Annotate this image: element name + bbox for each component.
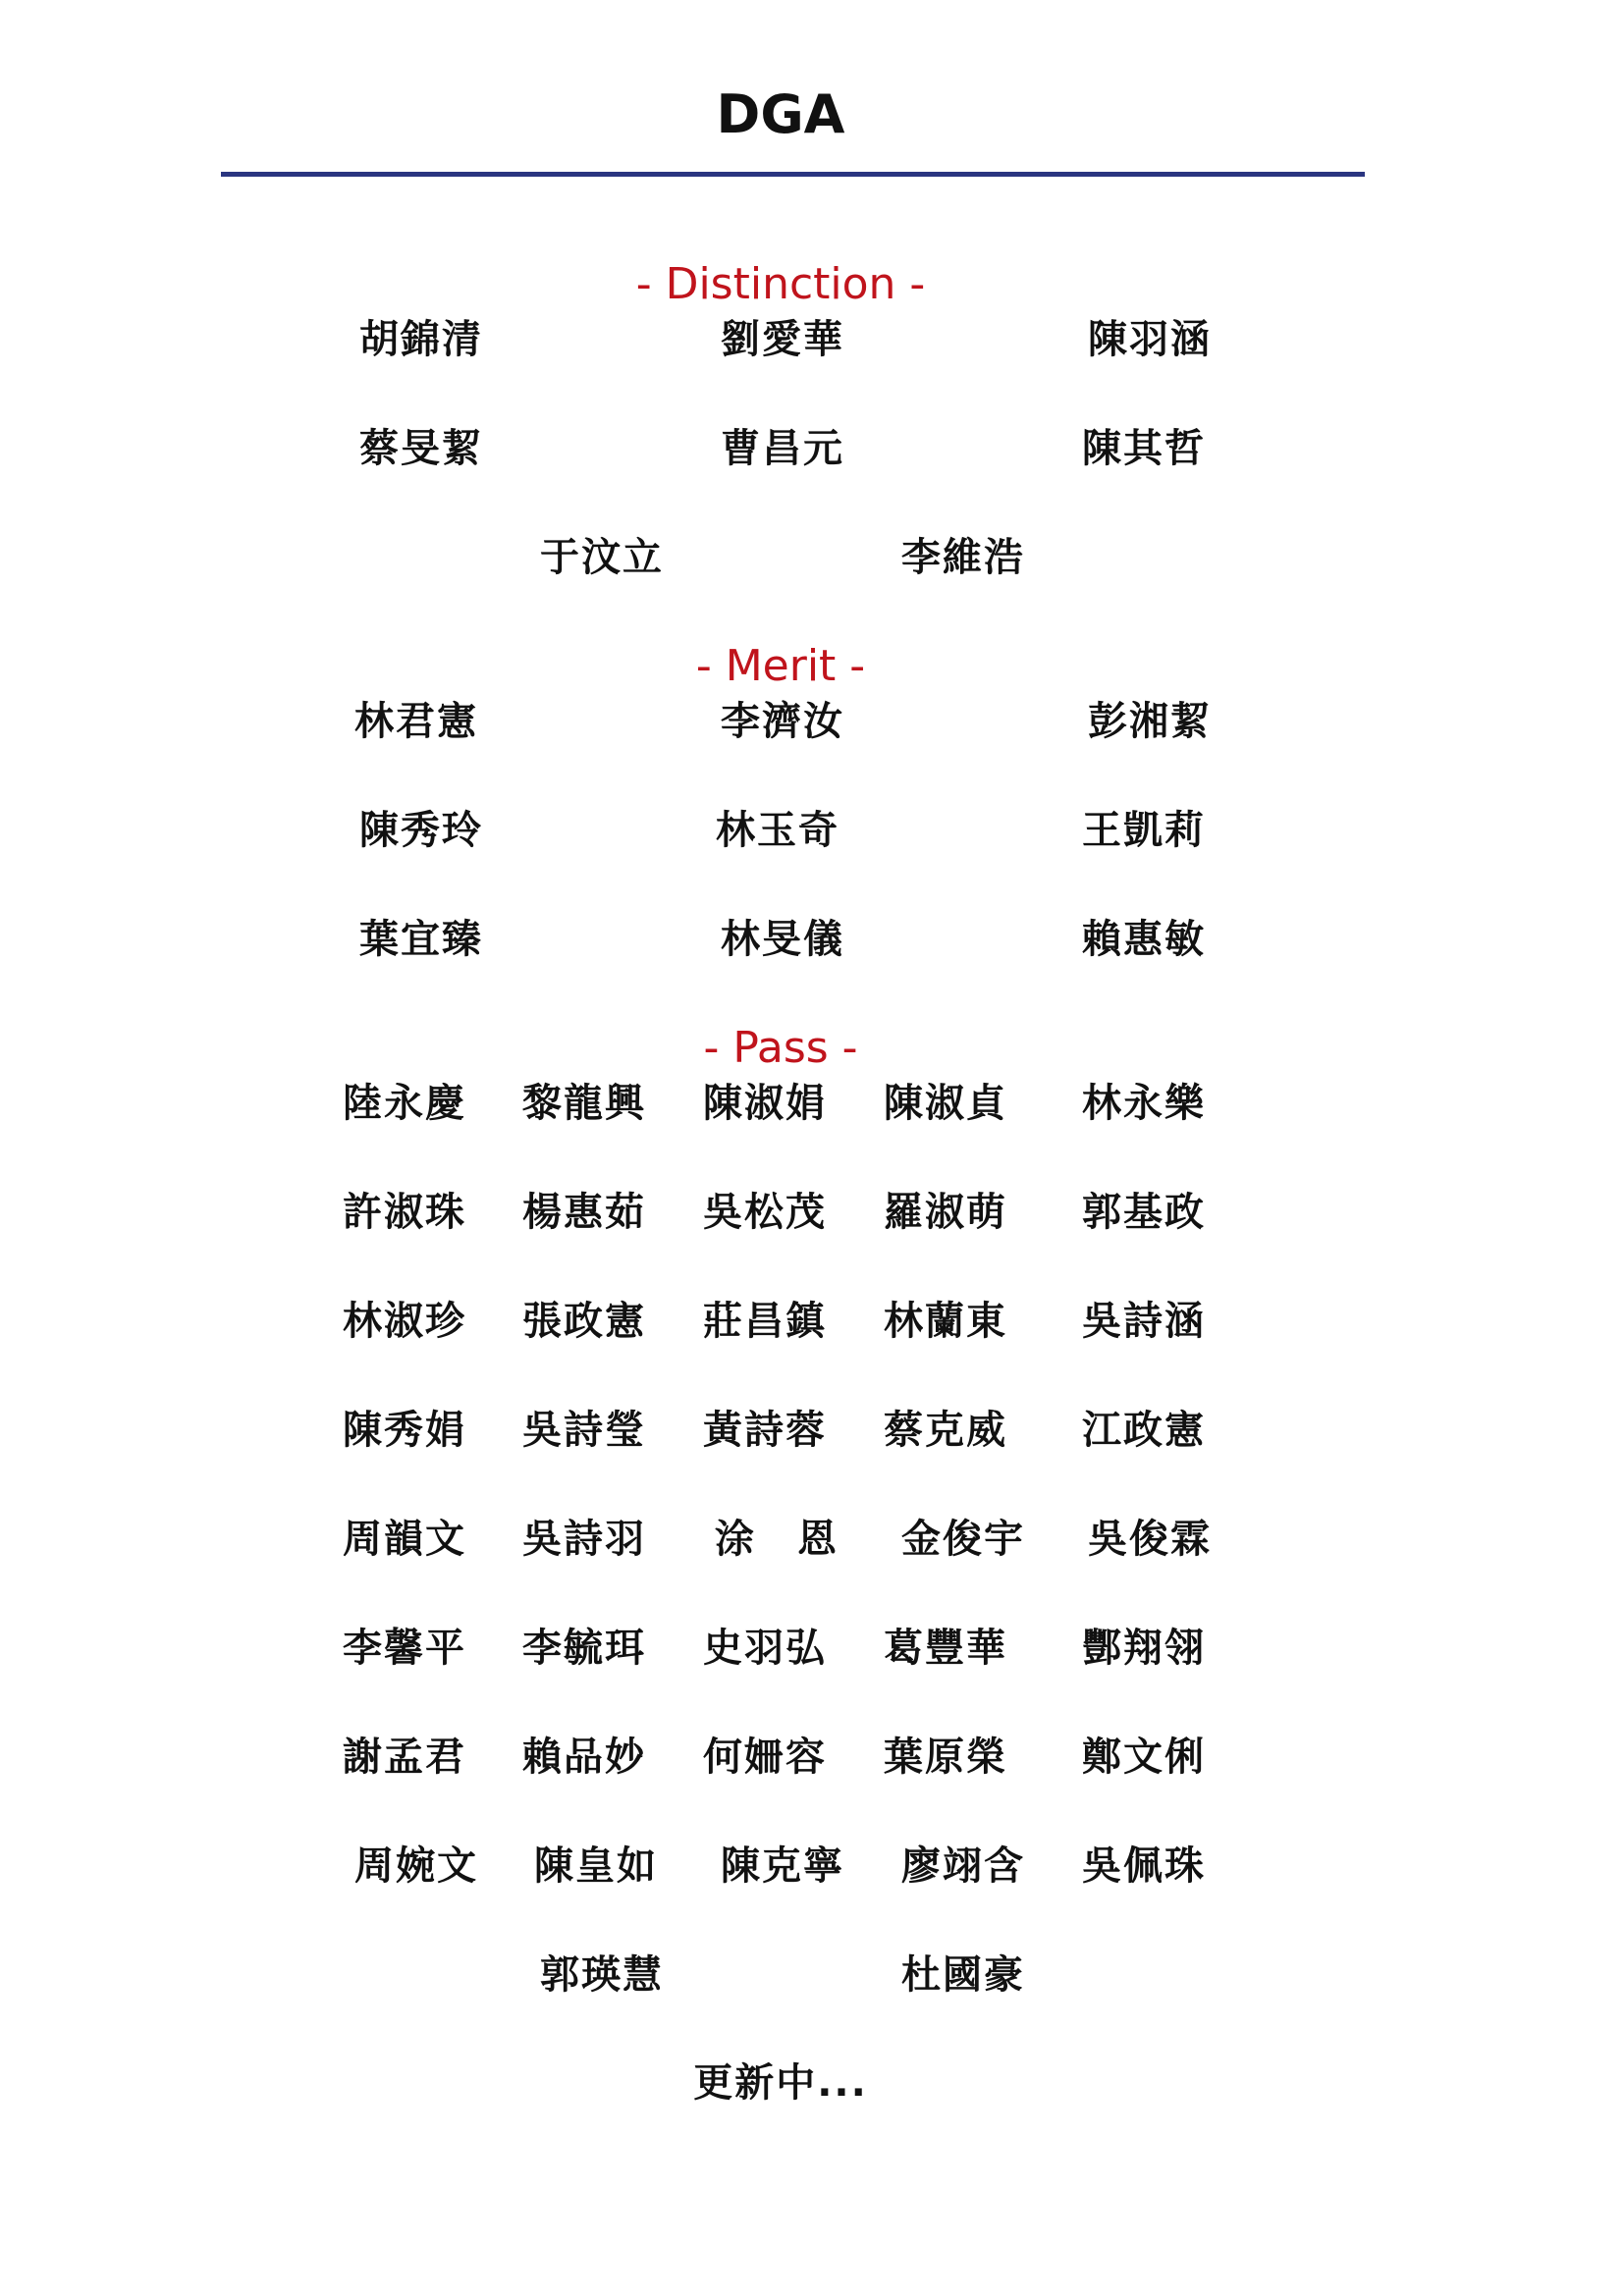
merit-name: 王凱莉 xyxy=(1082,808,1206,853)
distinction-name: 曹昌元 xyxy=(721,426,844,471)
pass-name: 吳佩珠 xyxy=(1082,1843,1206,1889)
pass-name: 金俊宇 xyxy=(901,1517,1025,1562)
pass-name: 吳詩瑩 xyxy=(522,1408,646,1453)
title-divider xyxy=(221,172,1365,177)
page-title: DGA xyxy=(716,83,845,145)
distinction-name: 于汶立 xyxy=(540,535,664,580)
pass-name: 莊昌鎮 xyxy=(703,1299,827,1344)
distinction-name: 陳其哲 xyxy=(1082,426,1206,471)
merit-name: 林玉奇 xyxy=(716,808,839,853)
pass-name: 吳俊霖 xyxy=(1088,1517,1212,1562)
pass-name: 葉原榮 xyxy=(884,1735,1007,1780)
pass-name: 羅淑萌 xyxy=(884,1190,1007,1235)
pass-name: 林淑珍 xyxy=(343,1299,466,1344)
pass-name: 史羽弘 xyxy=(703,1626,827,1671)
section-heading-pass: - Pass - xyxy=(703,1023,858,1073)
pass-name: 陸永慶 xyxy=(343,1081,466,1126)
pass-name: 吳松茂 xyxy=(703,1190,827,1235)
pass-name: 謝孟君 xyxy=(343,1735,466,1780)
pass-name: 杜國豪 xyxy=(901,1952,1025,1998)
pass-name: 陳淑貞 xyxy=(884,1081,1007,1126)
pass-name: 蔡克威 xyxy=(884,1408,1007,1453)
merit-name: 葉宜臻 xyxy=(359,917,483,962)
pass-name: 林蘭東 xyxy=(884,1299,1007,1344)
merit-name: 林君憲 xyxy=(354,699,478,744)
pass-name: 吳詩羽 xyxy=(522,1517,646,1562)
pass-name: 李毓珥 xyxy=(522,1626,646,1671)
pass-name: 吳詩涵 xyxy=(1082,1299,1206,1344)
pass-name: 涂 恩 xyxy=(715,1517,839,1562)
pass-name: 李馨平 xyxy=(343,1626,466,1671)
pass-name: 郭瑛慧 xyxy=(540,1952,664,1998)
distinction-name: 陳羽涵 xyxy=(1088,317,1212,362)
pass-name: 陳秀娟 xyxy=(343,1408,466,1453)
pass-name: 林永樂 xyxy=(1082,1081,1206,1126)
pass-name: 陳皇如 xyxy=(534,1843,658,1889)
pass-name: 江政憲 xyxy=(1082,1408,1206,1453)
pass-name: 葛豐華 xyxy=(884,1626,1007,1671)
pass-name: 陳克寧 xyxy=(721,1843,844,1889)
section-heading-distinction: - Distinction - xyxy=(635,259,926,309)
pass-name: 許淑珠 xyxy=(343,1190,466,1235)
pass-name: 廖翊含 xyxy=(901,1843,1025,1889)
updating-note: 更新中... xyxy=(693,2060,868,2106)
merit-name: 李濟汝 xyxy=(721,699,844,744)
merit-name: 彭湘絜 xyxy=(1088,699,1212,744)
pass-name: 張政憲 xyxy=(522,1299,646,1344)
merit-name: 林旻儀 xyxy=(721,917,844,962)
merit-name: 賴惠敏 xyxy=(1082,917,1206,962)
pass-name: 酆翔翎 xyxy=(1082,1626,1206,1671)
distinction-name: 蔡旻絜 xyxy=(359,426,483,471)
distinction-name: 劉愛華 xyxy=(721,317,844,362)
distinction-name: 李維浩 xyxy=(901,535,1025,580)
merit-name: 陳秀玲 xyxy=(359,808,483,853)
distinction-name: 胡錦清 xyxy=(359,317,483,362)
pass-name: 郭基政 xyxy=(1082,1190,1206,1235)
pass-name: 何姍容 xyxy=(703,1735,827,1780)
pass-name: 黃詩蓉 xyxy=(703,1408,827,1453)
pass-name: 黎龍興 xyxy=(522,1081,646,1126)
section-heading-merit: - Merit - xyxy=(695,641,866,691)
pass-name: 賴品妙 xyxy=(522,1735,646,1780)
pass-name: 周婉文 xyxy=(354,1843,478,1889)
pass-name: 鄭文俐 xyxy=(1082,1735,1206,1780)
pass-name: 陳淑娟 xyxy=(703,1081,827,1126)
pass-name: 周韻文 xyxy=(343,1517,466,1562)
pass-name: 楊惠茹 xyxy=(522,1190,646,1235)
